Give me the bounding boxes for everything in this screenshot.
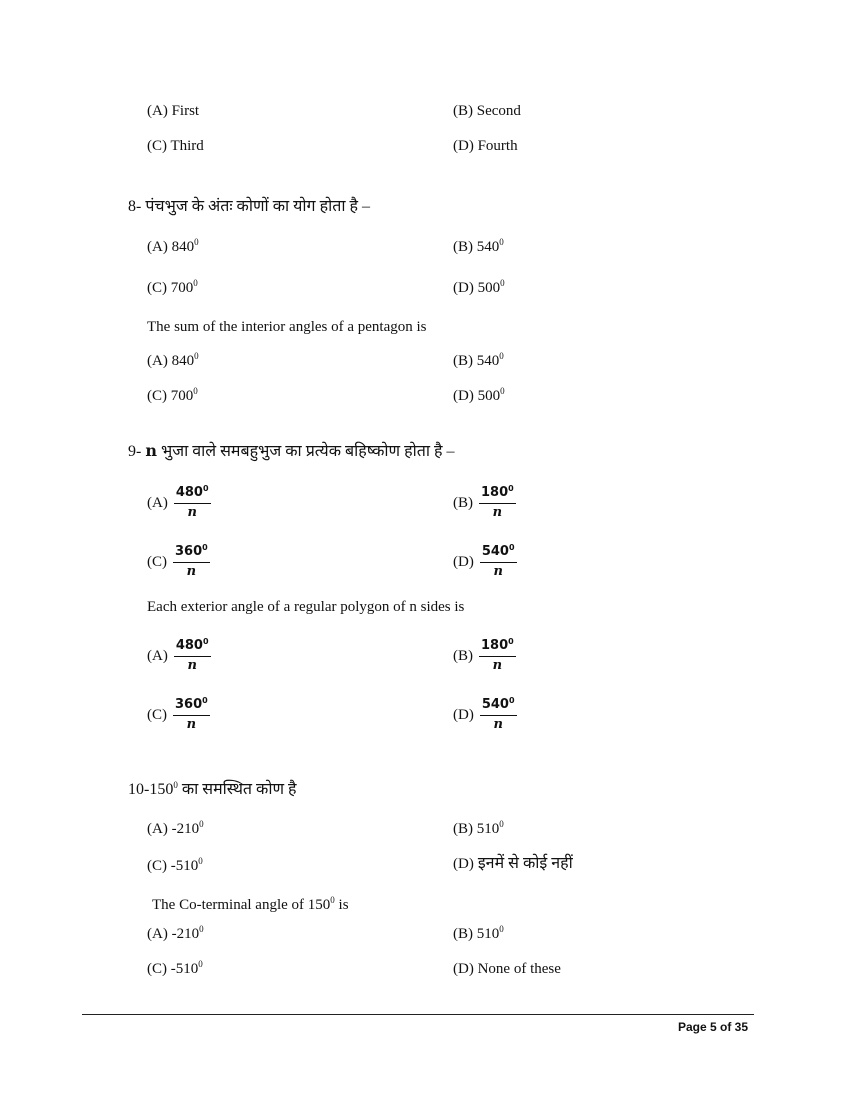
footer-divider bbox=[82, 1014, 754, 1015]
q8-english-option-c: (C) $700^0$ bbox=[147, 386, 198, 404]
q9-english-option-d: (D) $\frac{540^0}{n}$ bbox=[453, 695, 515, 732]
q8-hindi-option-c: (C) $700^0$ bbox=[147, 278, 198, 296]
q9-number: 9- bbox=[128, 443, 142, 460]
fraction: $\frac{180^0}{n}$ bbox=[481, 483, 514, 520]
q10-hindi-option-c: (C) $-510^0$ bbox=[147, 856, 203, 874]
q8-text-hindi: पंचभुज के अंतः कोणों का योग होता है – bbox=[145, 198, 370, 215]
q8-hindi-option-d: (D) $500^0$ bbox=[453, 278, 505, 296]
q8-english-option-a: (A) $840^0$ bbox=[147, 351, 199, 369]
q8-number: 8- bbox=[128, 198, 142, 215]
q10-number: 10- bbox=[128, 781, 150, 798]
q9-hindi-option-d: (D) $\frac{540^0}{n}$ bbox=[453, 542, 515, 579]
q9-english-option-c: (C) $\frac{360^0}{n}$ bbox=[147, 695, 208, 732]
page-number: Page 5 of 35 bbox=[677, 1020, 748, 1034]
fraction: $\frac{480^0}{n}$ bbox=[175, 636, 209, 673]
q8-hindi-option-a: (A) $840^0$ bbox=[147, 237, 199, 255]
q10-english-option-d: (D) None of these bbox=[453, 961, 561, 977]
q10-hindi-option-a: (A) $-210^0$ bbox=[147, 819, 204, 837]
q10-english-option-c: (C) $-510^0$ bbox=[147, 959, 203, 977]
q8-hindi-option-b: (B) $540^0$ bbox=[453, 237, 504, 255]
q9-question-english: Each exterior angle of a regular polygon of n sides is bbox=[147, 599, 465, 615]
q8-question-hindi bbox=[128, 197, 370, 217]
q9-hindi-option-a: (A) $\frac{480^0}{n}$ bbox=[147, 483, 209, 520]
q10-english-option-b: (B) $510^0$ bbox=[453, 924, 504, 942]
q10-text-hindi: का समस्थित कोण है bbox=[181, 781, 297, 798]
fraction: $\frac{480^0}{n}$ bbox=[175, 483, 209, 520]
q8-english-option-b: (B) $540^0$ bbox=[453, 351, 504, 369]
q8-question-english: The sum of the interior angles of a pentagon is bbox=[147, 319, 427, 335]
q10-hindi-option-b: (B) $510^0$ bbox=[453, 819, 504, 837]
q9-hindi-option-b: (B) $\frac{180^0}{n}$ bbox=[453, 483, 514, 520]
q9-question-hindi bbox=[128, 441, 455, 462]
q10-question-english: The Co-terminal angle of $150^0$ is bbox=[152, 895, 349, 913]
q10-question-hindi: $10-150^0$ का समस्थित कोण है bbox=[128, 780, 297, 798]
q7-option-c: (C) Third bbox=[147, 138, 204, 154]
q9-hindi-option-c: (C) $\frac{360^0}{n}$ bbox=[147, 542, 208, 579]
fraction: $\frac{540^0}{n}$ bbox=[481, 695, 515, 732]
q10-angle: 150 bbox=[149, 781, 174, 798]
q7-option-b: (B) Second bbox=[453, 103, 521, 119]
q9-english-option-b: (B) $\frac{180^0}{n}$ bbox=[453, 636, 514, 673]
q7-option-a: (A) First bbox=[147, 103, 200, 119]
fraction: $\frac{180^0}{n}$ bbox=[481, 636, 514, 673]
q7-option-d: (D) Fourth bbox=[453, 138, 518, 154]
fraction: $\frac{540^0}{n}$ bbox=[481, 542, 515, 579]
q10-english-option-a: (A) $-210^0$ bbox=[147, 924, 204, 942]
q9-text-hindi: भुजा वाले समबहुभुज का प्रत्येक बहिष्कोण होता है – bbox=[160, 443, 455, 460]
fraction: $\frac{360^0}{n}$ bbox=[175, 542, 208, 579]
fraction: $\frac{360^0}{n}$ bbox=[175, 695, 208, 732]
q8-english-option-d: (D) $500^0$ bbox=[453, 386, 505, 404]
q9-english-option-a: (A) $\frac{480^0}{n}$ bbox=[147, 636, 209, 673]
q9-variable: n bbox=[145, 441, 157, 460]
q10-hindi-option-d: (D) इनमें से कोई नहीं bbox=[453, 855, 573, 872]
